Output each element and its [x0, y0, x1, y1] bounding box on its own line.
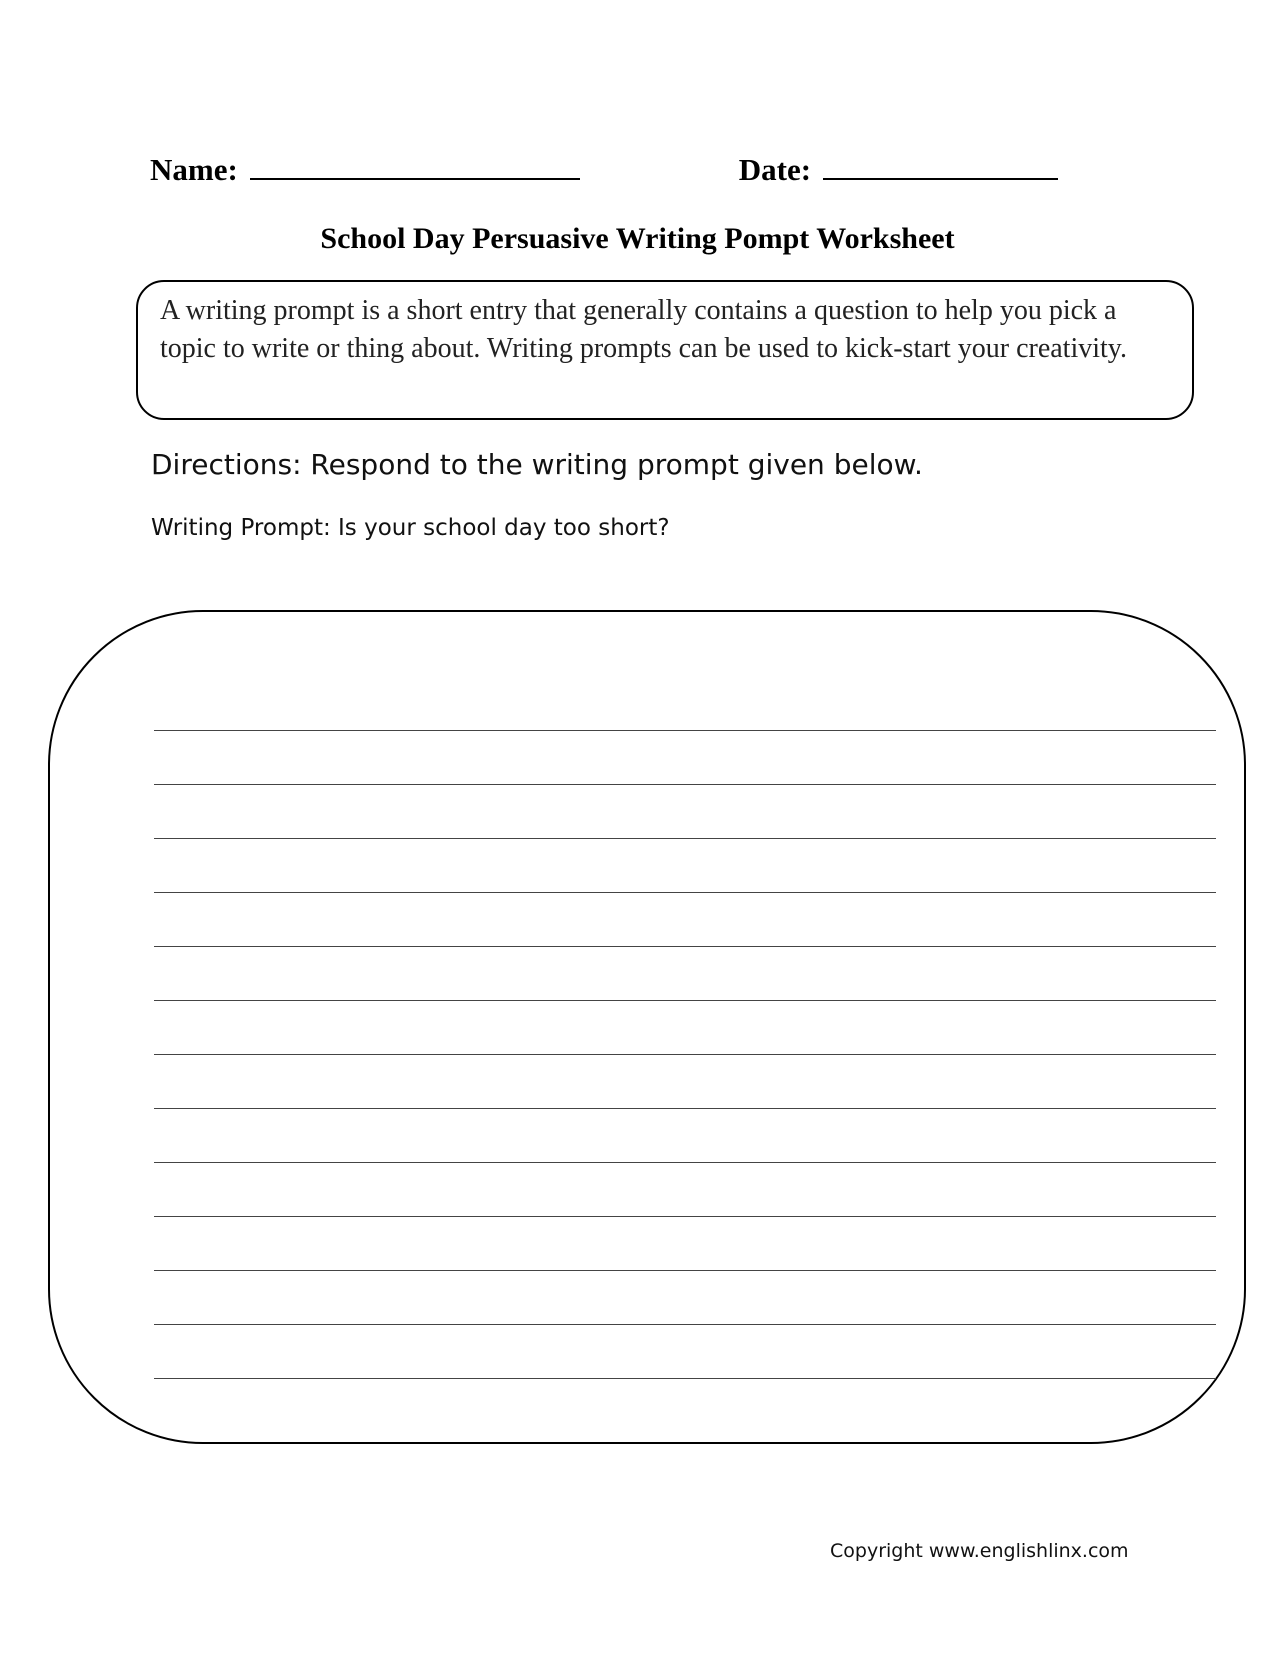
answer-line[interactable] [154, 1378, 1216, 1379]
answer-line[interactable] [154, 1054, 1216, 1055]
answer-line[interactable] [154, 838, 1216, 839]
date-field[interactable] [823, 150, 1058, 180]
answer-line[interactable] [154, 1216, 1216, 1217]
directions-text: Directions: Respond to the writing prompt given below. [151, 448, 923, 481]
page-title: School Day Persuasive Writing Pompt Worksheet [320, 222, 955, 255]
answer-line[interactable] [154, 1000, 1216, 1001]
answer-box[interactable] [48, 610, 1246, 1444]
answer-line[interactable] [154, 730, 1216, 731]
writing-prompt: Writing Prompt: Is your school day too short? [151, 515, 670, 541]
answer-line[interactable] [154, 1324, 1216, 1325]
answer-line[interactable] [154, 946, 1216, 947]
answer-line[interactable] [154, 1108, 1216, 1109]
name-label: Name: [150, 152, 238, 187]
header-row [150, 150, 1150, 200]
intro-text: A writing prompt is a short entry that generally contains a question to help you pick a topic to write or thing about. Writing prompts can be used to kick-start your creativity. [160, 295, 1127, 364]
name-field[interactable] [250, 150, 580, 180]
answer-line[interactable] [154, 1162, 1216, 1163]
answer-line[interactable] [154, 892, 1216, 893]
answer-line[interactable] [154, 1270, 1216, 1271]
date-label: Date: [738, 152, 812, 187]
copyright-text: Copyright www.englishlinx.com [830, 1540, 1129, 1562]
answer-line[interactable] [154, 784, 1216, 785]
